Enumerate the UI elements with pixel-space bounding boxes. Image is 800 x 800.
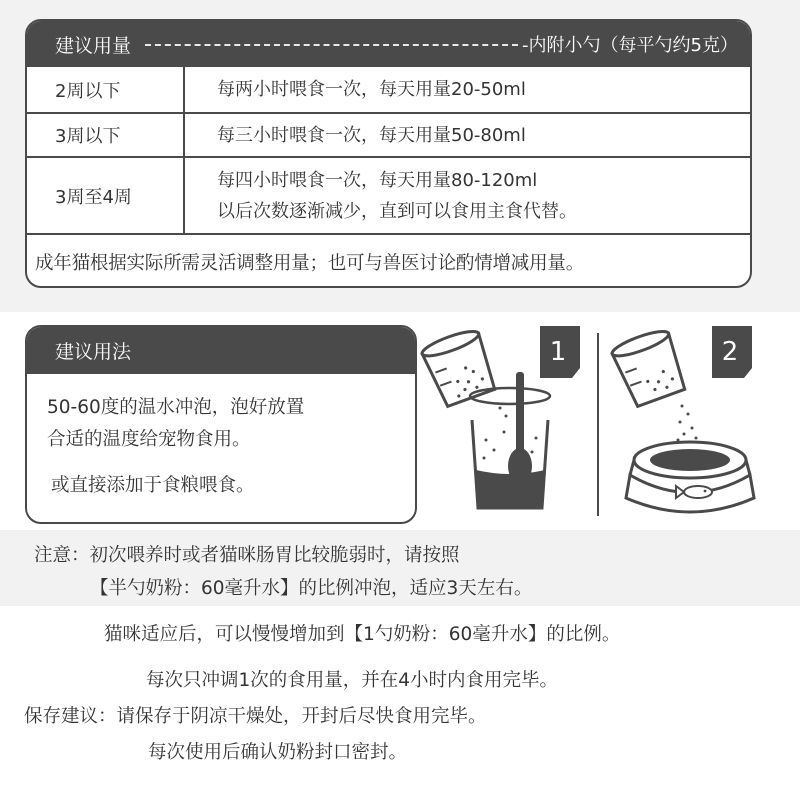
- dose-line: 每三小时喂食一次，每天用量50-80ml: [217, 124, 526, 146]
- dose-cell: [185, 67, 750, 112]
- note-line: 每次只冲调1次的食用量，并在4小时内食用完毕。: [146, 670, 559, 691]
- dosage-header: [27, 21, 750, 67]
- table-row: [27, 158, 750, 235]
- age-cell: 3周至4周: [27, 158, 185, 233]
- note-line: 猫咪适应后，可以慢慢增加到【1勺奶粉：60毫升水】的比例。: [104, 624, 621, 645]
- usage-line: 50-60度的温水冲泡，泡好放置: [47, 397, 305, 418]
- usage-box: [25, 325, 417, 524]
- dosage-footer: 成年猫根据实际所需灵活调整用量；也可与兽医讨论酌情增减用量。: [35, 252, 585, 274]
- dose-line: 每两小时喂食一次，每天用量20-50ml: [217, 79, 526, 100]
- measuring-cup-icon: [610, 327, 689, 409]
- table-row: [27, 67, 750, 114]
- storage-line: 保存建议：请保存于阴凉干燥处，开封后尽快食用完毕。: [24, 706, 487, 727]
- note-line: 注意：初次喂养时或者猫咪肠胃比较脆弱时，请按照: [34, 545, 460, 566]
- usage-title: 建议用法: [27, 327, 415, 374]
- dashed-separator: [145, 44, 518, 46]
- dose-line: 每四小时喂食一次，每天用量80-120ml: [217, 169, 538, 191]
- step2-illustration: [420, 320, 760, 520]
- scoop-note: -内附小勺（每平勺约5克）: [522, 35, 738, 56]
- usage-line: 合适的温度给宠物食用。: [47, 429, 251, 450]
- table-row: [27, 114, 750, 158]
- dose-line: 以后次数逐渐减少，直到可以食用主食代替。: [217, 200, 577, 222]
- storage-line: 每次使用后确认奶粉封口密封。: [148, 742, 408, 763]
- dosage-title: 建议用量: [55, 34, 132, 57]
- step2-number: 2: [721, 337, 739, 367]
- dose-cell: [185, 114, 750, 156]
- step1-number: 1: [549, 337, 567, 367]
- pet-bowl-icon: [626, 442, 754, 512]
- dose-cell: [185, 158, 750, 233]
- dosage-table: [25, 19, 752, 288]
- usage-line: 或直接添加于食粮喂食。: [51, 475, 255, 496]
- usage-body: [27, 374, 415, 502]
- note-line: 【半勺奶粉：60毫升水】的比例冲泡，适应3天左右。: [90, 578, 533, 599]
- step2-badge: [712, 326, 752, 378]
- age-cell: 2周以下: [27, 67, 185, 112]
- age-cell: 3周以下: [27, 114, 185, 156]
